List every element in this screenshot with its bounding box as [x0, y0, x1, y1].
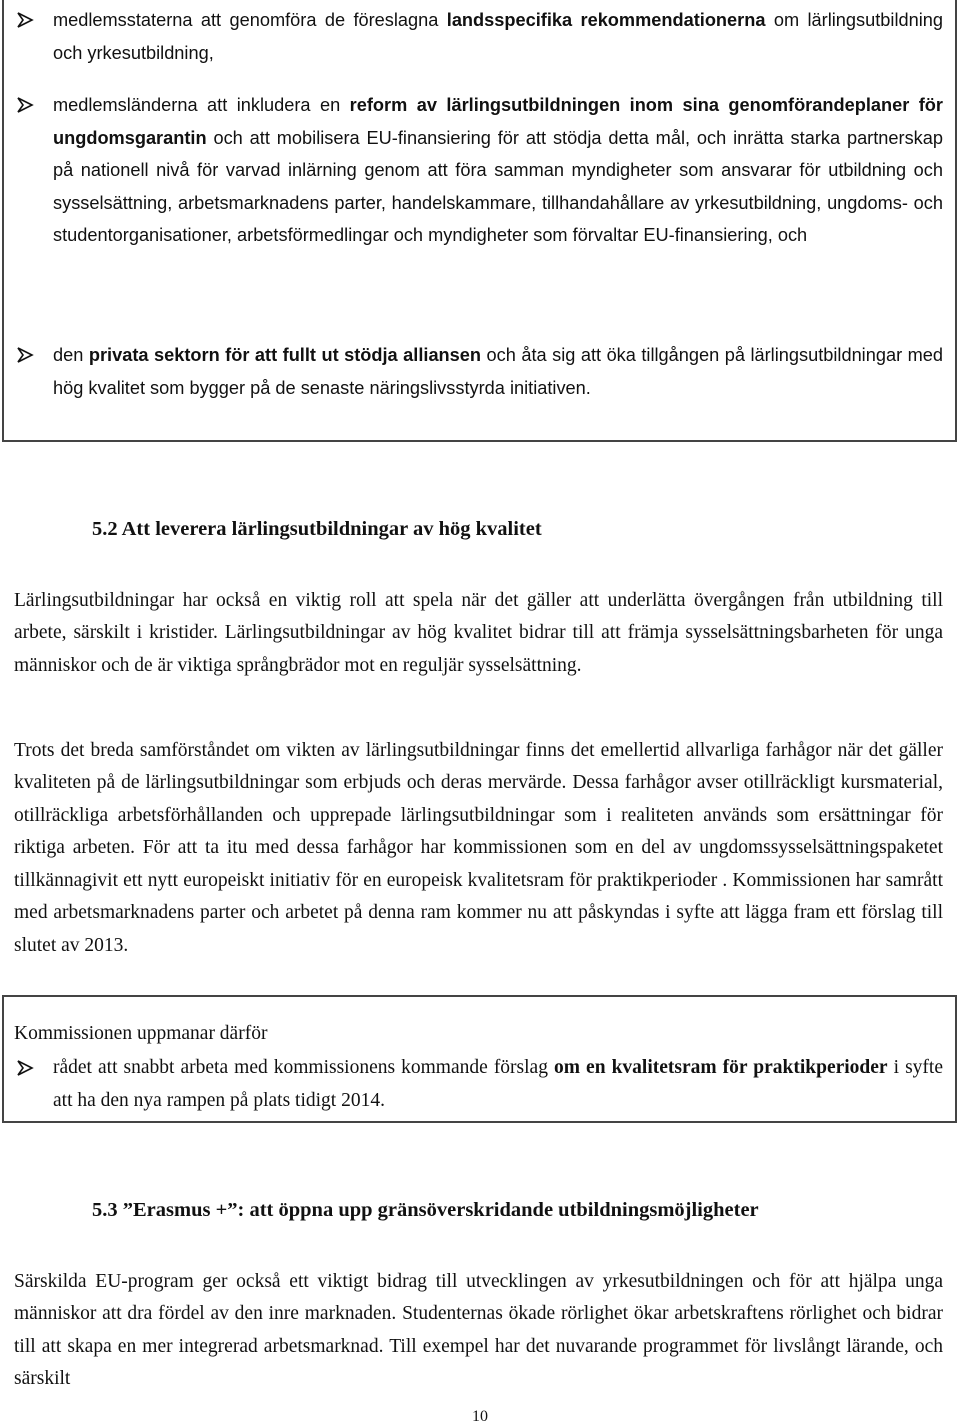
arrow-bullet-icon [15, 4, 37, 36]
arrow-bullet-icon [15, 89, 37, 121]
text-run: rådet att snabbt arbeta med kommissionens kommande förslag [53, 1057, 555, 1078]
bold-run: reform av lärlingsutbildningen inom sina genomförandeplaner för ungdomsgarantin [53, 95, 943, 148]
section-heading-5-3: 5.3 ”Erasmus +”: att öppna upp gränsöverskridande utbildningsmöjligheter [92, 1199, 759, 1221]
bullet-text [53, 1057, 943, 1111]
bold-run: om en kvalitetsram för praktikperioder [554, 1057, 888, 1078]
paragraph-quality-concerns: Trots det breda samförståndet om vikten av lärlingsutbildningar finns det emellertid allvarliga farhågor när det gäller kvaliteten på de lärlingsutbildningar som erbjuds och deras mervärde. Dessa farhågor avser otillräckligt kursmaterial, otillräckliga arbetsförhållanden och upprepade lärlingsutbildningar som i realiteten används som ersättningar för riktiga arbeten. För att ta itu med dessa farhågor har kommissionen som en del av ungdomssysselsättningspaketet tillkännagivit ett nytt europeiskt initiativ för en europeisk kvalitetsram för praktikperioder . Kommissionen har samrått med arbetsmarknadens parter och arbetet på denna ram kommer nu att påskyndas i syfte att lägga fram ett förslag till slutet av 2013. [14, 739, 943, 956]
text-run: och åta sig att öka tillgången på lärlingsutbildningar med hög kvalitet som bygger på de senaste näringslivsstyrda initiativen. [53, 345, 943, 398]
bullet-member-countries [53, 89, 943, 252]
text-run: i syfte att ha den nya rampen på plats tidigt 2014. [53, 1057, 943, 1111]
bullet-member-states [53, 4, 943, 69]
bold-run: landsspecifika rekommendationerna [446, 10, 766, 30]
arrow-bullet-icon [15, 1052, 37, 1084]
section-heading-5-2: 5.2 Att leverera lärlingsutbildningar av hög kvalitet [92, 518, 542, 540]
page-number: 10 [472, 1408, 488, 1425]
box2-intro: Kommissionen uppmanar därför [14, 1022, 268, 1044]
paragraph-apprenticeship-role: Lärlingsutbildningar har också en viktig roll att spela när det gäller att underlätta övergången från utbildning till arbete, särskilt i kristider. Lärlingsutbildningar av hög kvalitet bidrar till att främja sysselsättningsbarheten för unga människor och de är viktiga språngbrädor mot en reguljär sysselsättning. [14, 589, 943, 676]
bullet-text [53, 10, 943, 63]
text-run: medlemsstaterna att genomföra de föreslagna [53, 10, 447, 30]
bold-run: privata sektorn för att fullt ut stödja alliansen [88, 345, 482, 365]
bullet-text [53, 345, 943, 398]
text-run: medlemsländerna att inkludera en [53, 95, 350, 115]
bullet-private-sector [53, 339, 943, 404]
text-run: om lärlingsutbildning och yrkesutbildning, [53, 10, 943, 63]
text-run: den [53, 345, 89, 365]
text-run: och att mobilisera EU-finansiering för att stödja detta mål, och inrätta starka partnerskap på nationell nivå för varvad inlärning genom att föra samman myndigheter som ansvarar för utbildning och sysselsättning, arbetsmarknadens parter, handelskammare, tillhandahållare av yrkesutbildning, ungdoms- och studentorganisationer, arbetsförmedlingar och myndigheter som förvaltar EU-finansiering, och [53, 127, 943, 245]
bullet-text [53, 95, 943, 245]
paragraph-eu-programmes: Särskilda EU-program ger också ett viktigt bidrag till utvecklingen av yrkesutbildningen och för att hjälpa unga människor att dra fördel av den inre marknaden. Studenternas ökade rörlighet ökar arbetskraftens rörlighet och bidrar till att skapa en mer integrerad arbetsmarknad. Till exempel har det nuvarande programmet för livslångt lärande, och särskilt [14, 1270, 943, 1389]
bullet-council [53, 1052, 943, 1117]
arrow-bullet-icon [15, 339, 37, 371]
